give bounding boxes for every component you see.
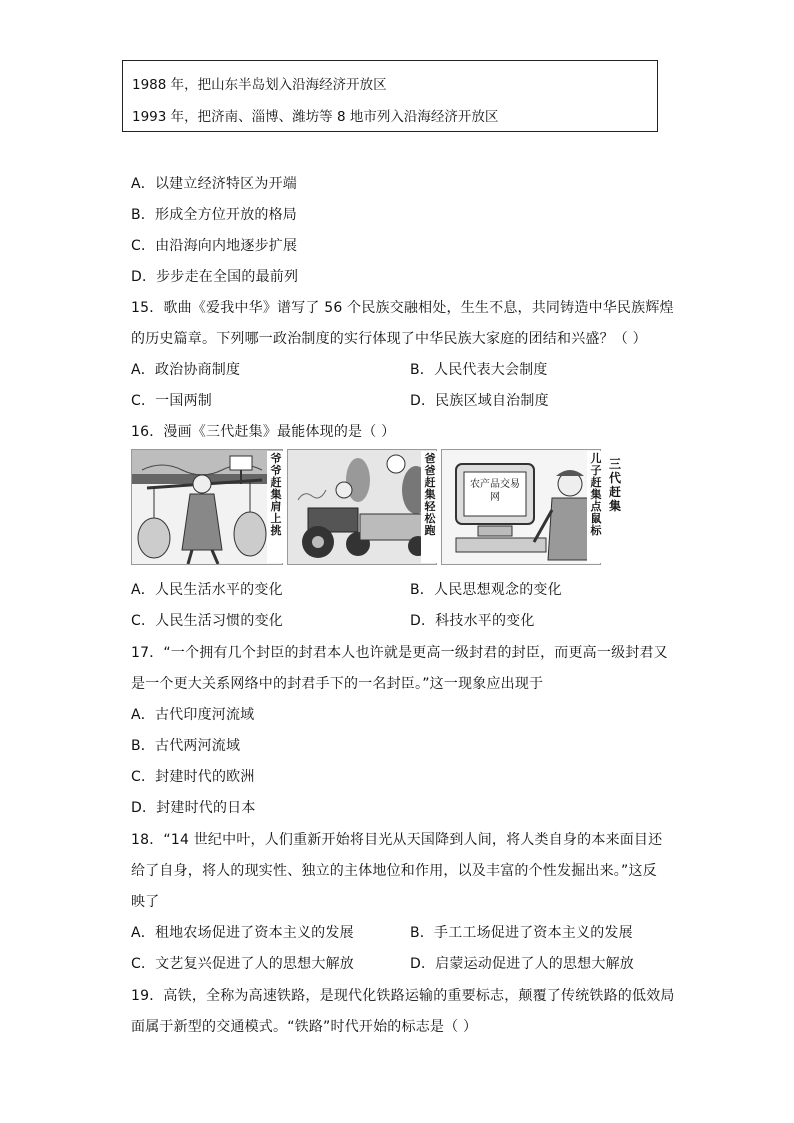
q18-option-c: C．文艺复兴促进了人的思想大解放 (131, 956, 354, 972)
q14-option-d: D．步步走在全国的最前列 (131, 269, 299, 285)
comic-three-generations: 爷爷赶集肩上挑 爸爸赶集轻松跑 农产品交易网 儿子赶集点鼠标 三代赶集 (131, 449, 625, 569)
father-tractor-illustration (288, 450, 437, 565)
info-line-1993: 1993 年，把济南、淄博、潍坊等 8 地市列入沿海经济开放区 (132, 109, 499, 125)
q14-option-c: C．由沿海向内地逐步扩展 (131, 238, 298, 254)
q15-option-b: B．人民代表大会制度 (410, 362, 548, 378)
son-label: 儿子赶集点鼠标 (587, 451, 605, 563)
q19-stem-line2: 面属于新型的交通模式。“铁路”时代开始的标志是（ ） (131, 1019, 478, 1035)
son-computer-illustration (442, 450, 601, 565)
q17-stem-line2: 是一个更大关系网络中的封君手下的一名封臣。”这一现象应出现于 (131, 676, 544, 692)
q18-stem-line3: 映了 (131, 894, 160, 910)
grandpa-illustration (132, 450, 283, 565)
info-line-1988: 1988 年，把山东半岛划入沿海经济开放区 (132, 77, 387, 93)
q18-option-d: D．启蒙运动促进了人的思想大解放 (410, 956, 634, 972)
info-box (122, 60, 658, 132)
grandpa-label: 爷爷赶集肩上挑 (267, 451, 285, 563)
comic-panel-father (287, 449, 437, 565)
q18-option-a: A．租地农场促进了资本主义的发展 (131, 925, 354, 941)
q17-option-c: C．封建时代的欧洲 (131, 769, 255, 785)
q16-option-b: B．人民思想观念的变化 (410, 582, 562, 598)
q17-option-b: B．古代两河流域 (131, 738, 241, 754)
q17-stem-line1: 17．“一个拥有几个封臣的封君本人也许就是更高一级封君的封臣，而更高一级封君又 (131, 645, 668, 661)
father-label: 爸爸赶集轻松跑 (421, 451, 439, 563)
q15-option-a: A．政治协商制度 (131, 362, 241, 378)
q15-option-d: D．民族区域自治制度 (410, 393, 549, 409)
q14-option-a: A．以建立经济特区为开端 (131, 176, 297, 192)
q19-stem-line1: 19．高铁，全称为高速铁路，是现代化铁路运输的重要标志，颠覆了传统铁路的低效局 (131, 988, 675, 1004)
q14-option-b: B．形成全方位开放的格局 (131, 207, 298, 223)
q16-stem: 16．漫画《三代赶集》最能体现的是（ ） (131, 424, 396, 440)
q15-stem-line2: 的历史篇章。下列哪一政治制度的实行体现了中华民族大家庭的团结和兴盛？（ ） (131, 331, 647, 347)
comic-panel-grandpa (131, 449, 283, 565)
q16-option-d: D．科技水平的变化 (410, 613, 535, 629)
q18-option-b: B．手工工场促进了资本主义的发展 (410, 925, 633, 941)
q15-stem-line1: 15．歌曲《爱我中华》谱写了 56 个民族交融相处，生生不息，共同铸造中华民族辉煌 (131, 300, 674, 316)
q18-stem-line2: 给了自身，将人的现实性、独立的主体地位和作用，以及丰富的个性发掘出来。”这反 (131, 863, 657, 879)
q17-option-a: A．古代印度河流域 (131, 707, 255, 723)
comic-panel-son (441, 449, 601, 565)
q15-option-c: C．一国两制 (131, 393, 212, 409)
q16-option-a: A．人民生活水平的变化 (131, 582, 283, 598)
q17-option-d: D．封建时代的日本 (131, 800, 256, 816)
q16-option-c: C．人民生活习惯的变化 (131, 613, 283, 629)
q18-stem-line1: 18．“14 世纪中叶，人们重新开始将目光从天国降到人间，将人类自身的本来面目还 (131, 832, 663, 848)
screen-text: 农产品交易网 (470, 479, 520, 503)
